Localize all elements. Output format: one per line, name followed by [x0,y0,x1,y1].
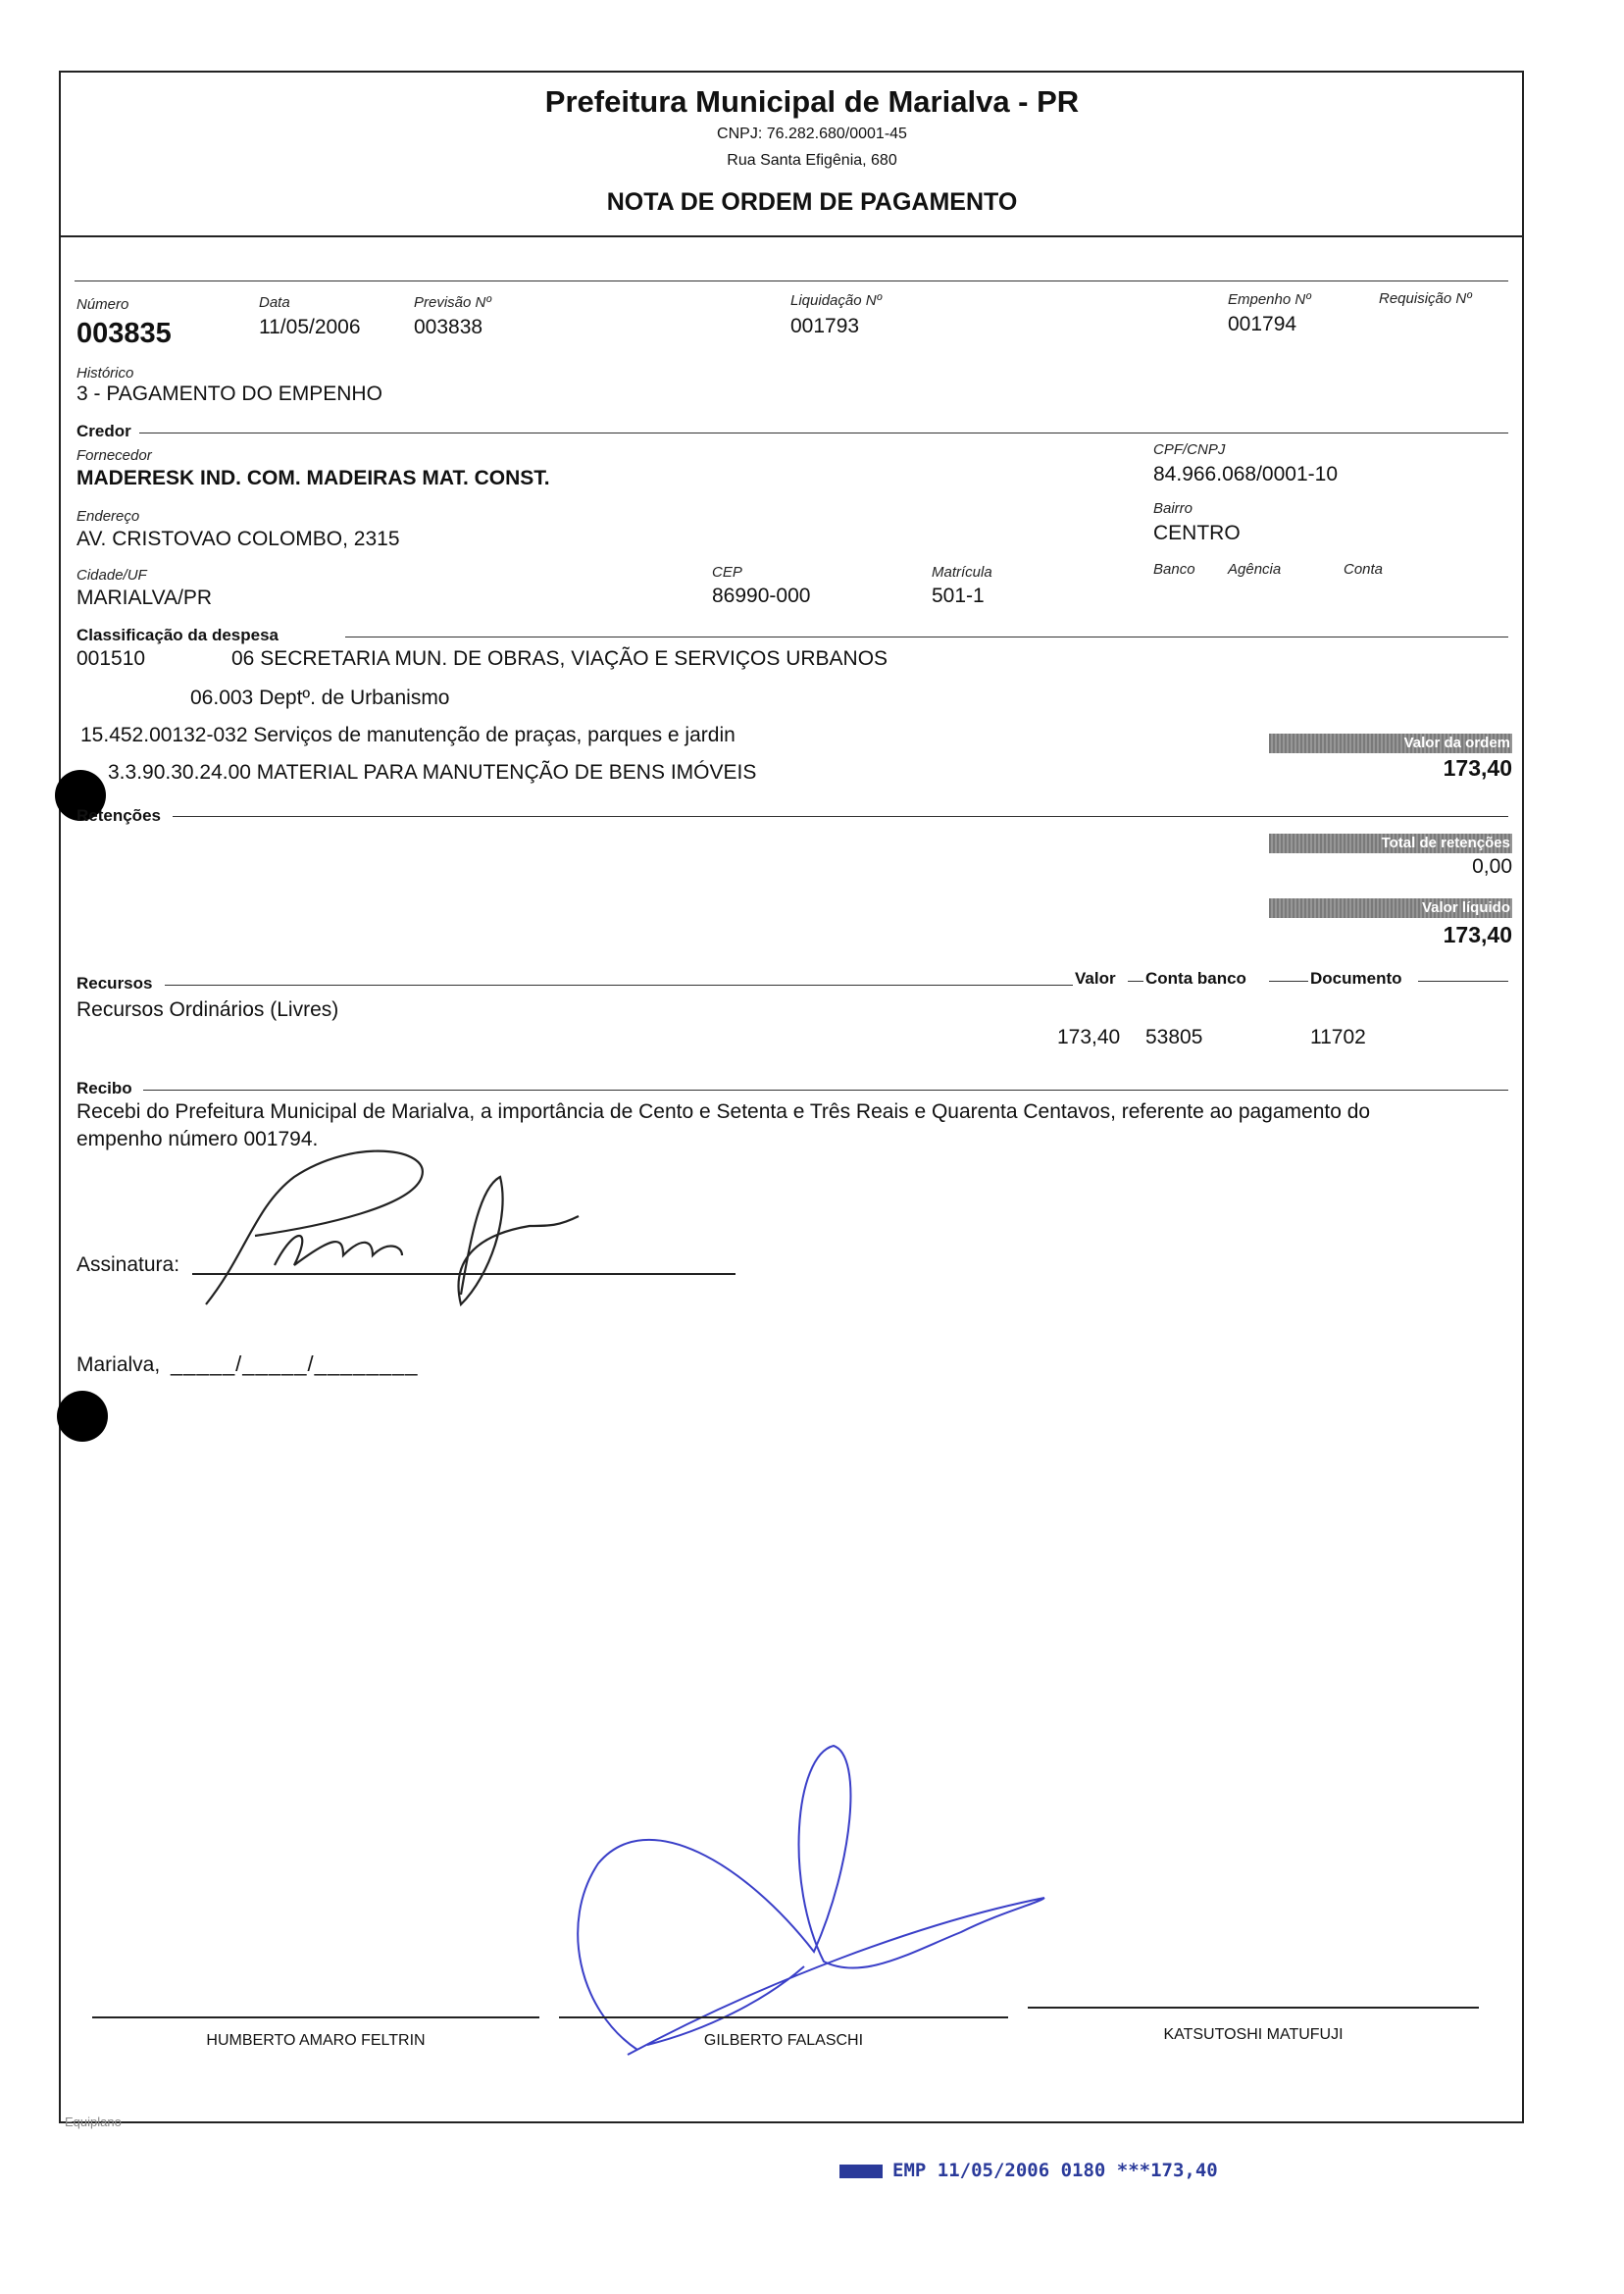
requisicao-label: Requisição Nº [1379,290,1472,307]
previsao-label: Previsão Nº [414,294,491,311]
classificacao-code: 001510 [76,647,146,670]
liquidacao-value: 001793 [790,315,860,337]
cep-label: CEP [712,564,742,581]
valor-ordem-value: 173,40 [1443,755,1512,781]
cidade-value: MARIALVA/PR [76,586,213,609]
recursos-section-title: Recursos [76,974,153,993]
signatory-line-3 [1028,2007,1479,2009]
bank-stamp [839,2160,1218,2181]
recursos-conta: 53805 [1145,1026,1203,1048]
total-retencoes-value: 0,00 [1472,855,1512,878]
empenho-value: 001794 [1228,313,1297,335]
signatory-name-3: KATSUTOSHI MATUFUJI [1163,2026,1344,2043]
banco-label: Banco [1153,561,1195,578]
classificacao-line2: 06.003 Deptº. de Urbanismo [190,687,450,709]
numero-label: Número [76,296,129,313]
recibo-text-line1: Recebi do Prefeitura Municipal de Marialva, a importância de Cento e Setenta e Três Reais e Quarenta Centavos, referente ao pagamento do [76,1100,1371,1123]
numero-value: 003835 [76,318,172,349]
classificacao-line1: 06 SECRETARIA MUN. DE OBRAS, VIAÇÃO E SERVIÇOS URBANOS [231,647,888,670]
retencoes-section-title: Retenções [76,806,161,825]
agencia-label: Agência [1228,561,1282,578]
valor-liquido-bar: Valor líquido [1269,898,1512,918]
cpf-label: CPF/CNPJ [1153,441,1226,458]
equiplano-brand: Equiplano [65,2115,122,2129]
previsao-value: 003838 [414,316,483,338]
recibo-section-title: Recibo [76,1079,132,1097]
data-value: 11/05/2006 [259,316,361,338]
historico-label: Histórico [76,365,134,382]
recibo-text-line2: empenho número 001794. [76,1128,319,1150]
handwritten-signature-recibo [206,1151,579,1304]
signatory-line-1 [92,2016,539,2018]
address-text: Rua Santa Efigênia, 680 [727,152,897,169]
classificacao-line3: 15.452.00132-032 Serviços de manutenção de praças, parques e jardin [80,724,736,746]
recursos-valor-label: Valor [1075,969,1116,988]
classificacao-section-title: Classificação da despesa [76,626,279,644]
marialva-date-label: Marialva, [76,1353,161,1376]
recursos-documento-label: Documento [1310,969,1402,988]
matricula-value: 501-1 [932,585,985,607]
cpf-value: 84.966.068/0001-10 [1153,463,1339,485]
total-retencoes-bar: Total de retenções [1269,834,1512,853]
cep-value: 86990-000 [712,585,811,607]
liquidacao-label: Liquidação Nº [790,292,883,309]
recursos-valor: 173,40 [1057,1026,1121,1048]
municipality-title: Prefeitura Municipal de Marialva - PR [544,84,1080,119]
bank-logo-icon [839,2165,883,2178]
recursos-conta-label: Conta banco [1145,969,1246,988]
signatory-name-2: GILBERTO FALASCHI [703,2032,864,2049]
document-title: NOTA DE ORDEM DE PAGAMENTO [606,188,1018,216]
bairro-value: CENTRO [1153,522,1241,544]
recursos-documento: 11702 [1310,1026,1366,1048]
cnpj-text: CNPJ: 76.282.680/0001-45 [717,126,907,142]
bairro-label: Bairro [1153,500,1193,517]
matricula-label: Matrícula [932,564,992,581]
signatory-name-1: HUMBERTO AMARO FELTRIN [206,2032,426,2049]
credor-section-title: Credor [76,422,131,440]
handwritten-signature-bottom [578,1746,1044,2055]
endereco-label: Endereço [76,508,140,525]
fornecedor-label: Fornecedor [76,447,152,464]
valor-ordem-bar: Valor da ordem [1269,734,1512,753]
conta-label: Conta [1344,561,1384,578]
bank-stamp-text: EMP 11/05/2006 0180 ***173,40 [892,2160,1218,2181]
data-label: Data [259,294,290,311]
cidade-label: Cidade/UF [76,567,147,584]
endereco-value: AV. CRISTOVAO COLOMBO, 2315 [76,528,400,550]
recursos-descricao: Recursos Ordinários (Livres) [76,998,339,1021]
blank-date-field: _____/_____/________ [171,1351,419,1376]
empenho-label: Empenho Nº [1228,291,1311,308]
signatory-line-2 [559,2016,1008,2018]
fornecedor-value: MADERESK IND. COM. MADEIRAS MAT. CONST. [76,467,550,489]
classificacao-line4: 3.3.90.30.24.00 MATERIAL PARA MANUTENÇÃO DE BENS IMÓVEIS [108,761,757,784]
valor-liquido-value: 173,40 [1443,922,1512,947]
assinatura-label: Assinatura: [76,1253,180,1276]
historico-value: 3 - PAGAMENTO DO EMPENHO [76,382,382,405]
